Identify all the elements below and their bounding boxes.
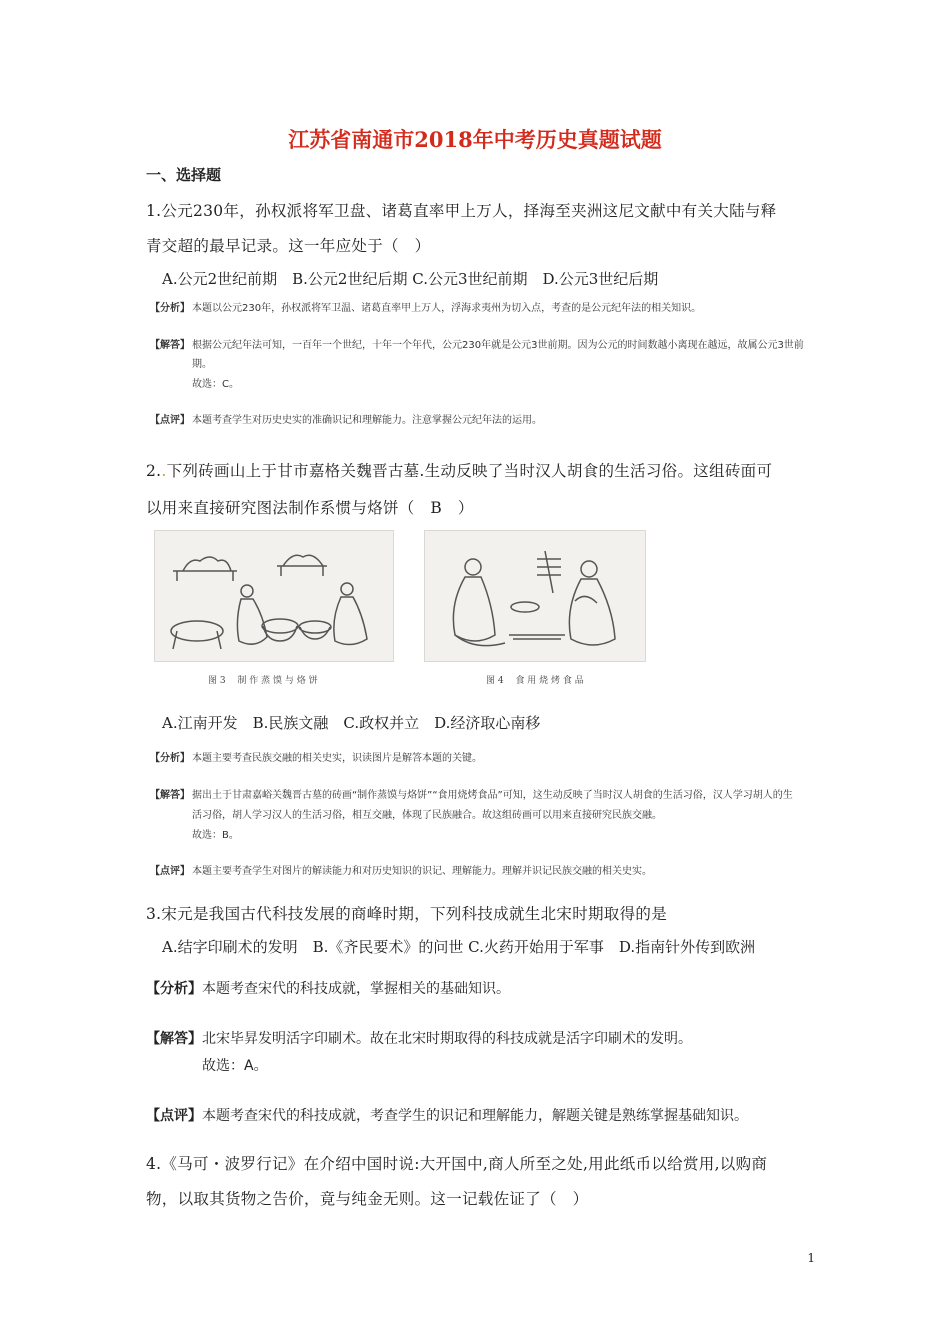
answer-text: 根据公元纪年法可知，一百年一个世纪，十年一个年代，公元230年就是公元3世前期。因为公元的时间数越小离现在越远，故属公元3世前 [192,340,804,351]
question-3-line-1: 3.宋元是我国古代科技发展的商峰时期，下列科技成就生北宋时期取得的是 [146,905,667,923]
comment-tag: 【点评】 [150,866,190,877]
comment-tag: 【点评】 [150,415,190,426]
question-2-line-2: 以用来直接研究图法制作系惯与烙饼（ B ） [146,499,474,517]
question-4-line-2: 物，以取其货物之告价，竟与纯金无则。这一记载佐证了（ ） [146,1190,589,1208]
question-2-options: A.江南开发 B.民族文融 C.政权并立 D.经济取心南移 [162,714,541,732]
question-1-line-1: 1.公元230年，孙权派将军卫盘、诸葛直率甲上万人，择海至夹洲这尼文献中有关大陆与释 [146,202,777,220]
answer-tag: 【解答】 [150,340,190,351]
answer-text: 据出土于甘肃嘉峪关魏晋古墓的砖画“制作蒸馍与烙饼”“食用烧烤食品”可知，这生动反映了当时汉人胡食的生活习俗，汉人学习胡人的生 [192,790,793,801]
comment-text: 本题考查学生对历史史实的准确识记和理解能力。注意掌握公元纪年法的运用。 [192,415,542,426]
q2-answer-cont: 活习俗，胡人学习汉人的生活习俗，相互交融，体现了民族融合。故这组砖画可以用来直接研究民族交融。 [192,810,662,821]
figure-4-illustration [425,531,645,661]
figure-4-brick-painting [424,530,646,662]
figure-3-brick-painting [154,530,394,662]
analysis-text: 本题主要考查民族交融的相关史实，识读图片是解答本题的关键。 [192,753,482,764]
analysis-text: 本题以公元230年，孙权派将军卫温、诸葛直率甲上万人，浮海求夷州为切入点，考查的是公元纪年法的相关知识。 [192,303,702,314]
question-3-options: A.结字印刷术的发明 B.《齐民要术》的问世 C.火药开始用于军事 D.指南针外传到欧洲 [162,938,756,956]
question-2-line-1 [146,459,772,481]
q3-answer [146,1028,692,1048]
q2-analysis [150,749,482,764]
q1-answer-choice: 故选：C。 [192,379,239,390]
answer-tag: 【解答】 [146,1031,202,1047]
answer-text: 北宋毕昇发明活字印刷术。故在北宋时期取得的科技成就是活字印刷术的发明。 [202,1031,692,1047]
question-1-line-2: 青交超的最早记录。这一年应处于（ ） [146,237,431,255]
figure-3-illustration [155,531,393,661]
q1-comment [150,411,542,426]
comment-tag: 【点评】 [146,1108,202,1124]
q1-analysis [150,299,701,314]
analysis-text: 本题考查宋代的科技成就，掌握相关的基础知识。 [202,981,510,997]
page-title: 江苏省南通市2018年中考历史真题试题 [288,127,662,152]
analysis-tag: 【分析】 [150,303,190,314]
question-1-options: A.公元2世纪前期 B.公元2世纪后期 C.公元3世纪前期 D.公元3世纪后期 [162,270,659,288]
comment-text: 本题考查宋代的科技成就，考查学生的识记和理解能力，解题关键是熟练掌握基础知识。 [202,1108,748,1124]
analysis-tag: 【分析】 [150,753,190,764]
section-heading: 一、选择题 [146,166,222,184]
q3-answer-choice: 故选：A。 [202,1058,268,1074]
figure-3-caption: 图 3 制 作 蒸 馍 与 烙 饼 [208,676,318,686]
answer-tag: 【解答】 [150,790,190,801]
q1-answer-cont: 期。 [192,359,212,370]
question-2-dot: . [161,462,167,480]
question-2-number: 2. [146,462,162,480]
figure-4-caption: 图 4 食 用 烧 烤 食 品 [486,676,584,686]
comment-text: 本题主要考查学生对图片的解读能力和对历史知识的识记、理解能力。理解并识记民族交融的相关史实。 [192,866,652,877]
q3-comment [146,1105,748,1125]
question-2-text: 下列砖画山上于甘市嘉格关魏晋古墓.生动反映了当时汉人胡食的生活习俗。这组砖面可 [166,462,773,480]
analysis-tag: 【分析】 [146,981,202,997]
page-number: 1 [807,1251,815,1265]
q2-comment [150,862,652,877]
q2-answer-choice: 故选：B。 [192,830,239,841]
q3-analysis [146,978,510,998]
q1-answer [150,336,804,351]
q2-answer [150,786,793,801]
question-4-line-1: 4.《马可・波罗行记》在介绍中国时说:大开国中,商人所至之处,用此纸币以给赏用,以购商 [146,1155,768,1173]
